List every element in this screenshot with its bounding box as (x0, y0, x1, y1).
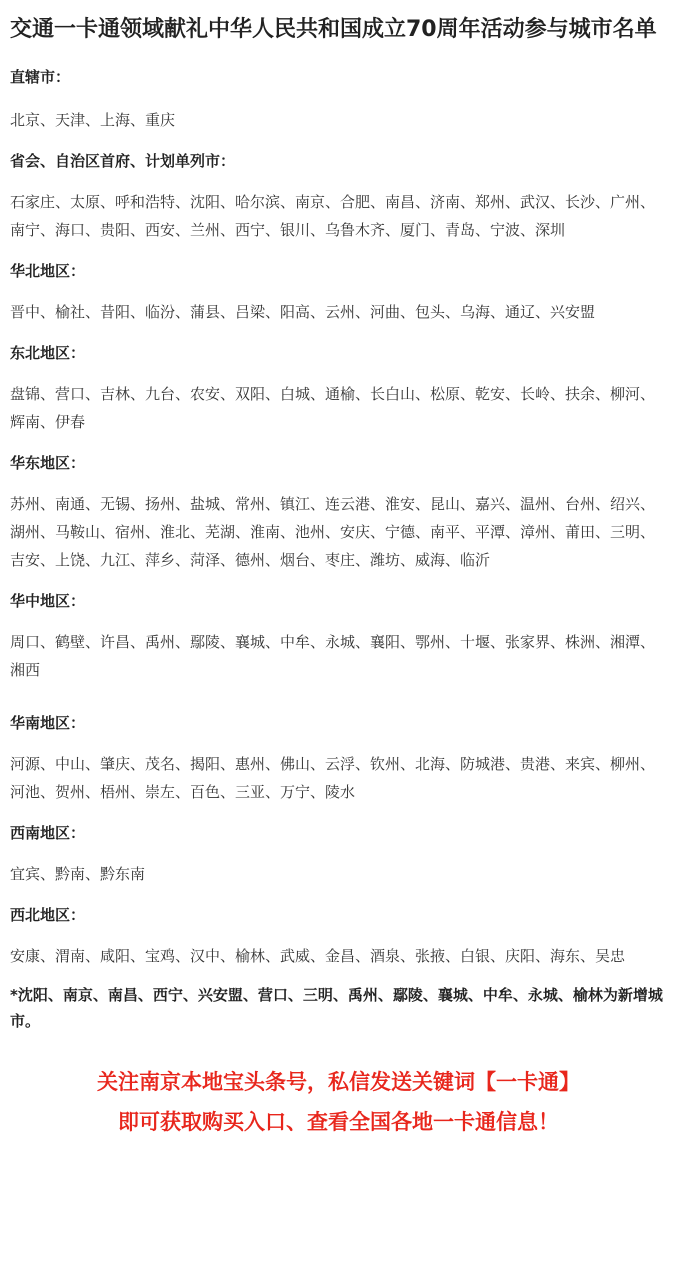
section-northwest (10, 904, 667, 970)
city-list: 河源、中山、肇庆、茂名、揭阳、惠州、佛山、云浮、钦州、北海、防城港、贵港、来宾、柳州、河池、贺州、梧州、崇左、百色、三亚、万宁、陵水 (10, 755, 656, 801)
city-list: 石家庄、太原、呼和浩特、沈阳、哈尔滨、南京、合肥、南昌、济南、郑州、武汉、长沙、广州、南宁、海口、贵阳、西安、兰州、西宁、银川、乌鲁木齐、厦门、青岛、宁波、深圳 (10, 193, 656, 239)
section-east-china (10, 452, 667, 574)
section-south-china (10, 712, 667, 806)
city-list: 盘锦、营口、吉林、九台、农安、双阳、白城、通榆、长白山、松原、乾安、长岭、扶余、柳河、辉南、伊春 (10, 385, 656, 431)
section-central-china (10, 590, 667, 684)
new-cities-note: *沈阳、南京、南昌、西宁、兴安盟、营口、三明、禹州、鄢陵、襄城、中牟、永城、榆林为新增城市。 (10, 986, 663, 1030)
promo-line-1: 关注南京本地宝头条号，私信发送关键词【一卡通】 (97, 1070, 580, 1094)
section-heading: 省会、自治区首府、计划单列市： (10, 152, 236, 170)
city-list: 苏州、南通、无锡、扬州、盐城、常州、镇江、连云港、淮安、昆山、嘉兴、温州、台州、绍兴、湖州、马鞍山、宿州、淮北、芜湖、淮南、池州、安庆、宁德、南平、平潭、漳州、莆田、三明、吉安、上饶、九江、萍乡、菏泽、德州、烟台、枣庄、潍坊、威海、临沂 (10, 495, 656, 569)
city-list: 晋中、榆社、昔阳、临汾、蒲县、吕梁、阳高、云州、河曲、包头、乌海、通辽、兴安盟 (10, 303, 596, 321)
section-capitals (10, 150, 667, 244)
section-heading: 西南地区： (10, 824, 86, 842)
section-southwest (10, 822, 667, 888)
section-municipalities (10, 66, 667, 134)
promo-block (10, 1062, 667, 1142)
section-northeast (10, 342, 667, 436)
section-heading: 直辖市： (10, 68, 71, 86)
city-list: 宜宾、黔南、黔东南 (10, 865, 146, 883)
section-heading: 华东地区： (10, 454, 86, 472)
section-heading: 东北地区： (10, 344, 86, 362)
city-list: 安康、渭南、咸阳、宝鸡、汉中、榆林、武威、金昌、酒泉、张掖、白银、庆阳、海东、吴忠 (10, 947, 626, 965)
section-heading: 华北地区： (10, 262, 86, 280)
city-list: 北京、天津、上海、重庆 (10, 111, 176, 129)
section-heading: 西北地区： (10, 906, 86, 924)
section-heading: 华南地区： (10, 714, 86, 732)
city-list: 周口、鹤壁、许昌、禹州、鄢陵、襄城、中牟、永城、襄阳、鄂州、十堰、张家界、株洲、湘潭、湘西 (10, 633, 656, 679)
page-title: 交通一卡通领域献礼中华人民共和国成立70周年活动参与城市名单 (10, 17, 657, 42)
promo-line-2: 即可获取购买入口、查看全国各地一卡通信息！ (118, 1110, 559, 1134)
section-heading: 华中地区： (10, 592, 86, 610)
section-north-china (10, 260, 667, 326)
